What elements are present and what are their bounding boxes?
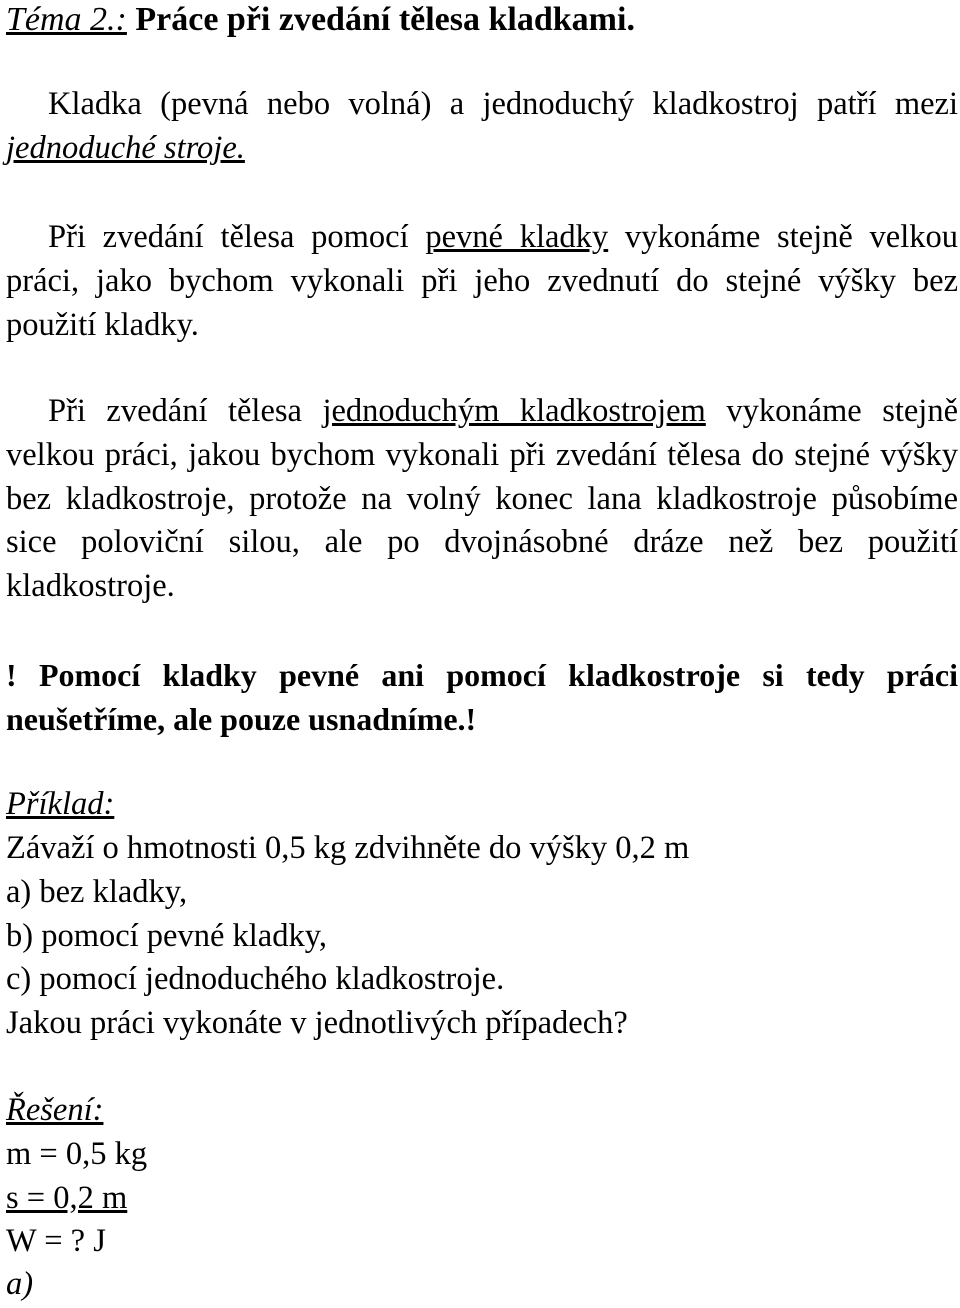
example-line-3: b) pomocí pevné kladky, <box>6 918 328 954</box>
solution-distance: s = 0,2 m <box>6 1180 128 1216</box>
solution-mass: m = 0,5 kg <box>6 1136 148 1172</box>
paragraph-text: Při zvedání tělesa pomocí <box>48 219 426 255</box>
example-line-2: a) bez kladky, <box>6 874 188 910</box>
simple-machines-term: jednoduché stroje. <box>6 129 245 166</box>
paragraph-text: vykonáme stejně velkou práci, jako bychom vykonali při jeho zvednutí do stejné výšky bez použití kladky. <box>6 219 958 343</box>
solution-label: Řešení: <box>6 1092 104 1128</box>
example-label: Příklad: <box>6 786 115 822</box>
solution-part-a: a) <box>6 1266 34 1302</box>
paragraph-pulley-block <box>6 390 958 609</box>
fixed-pulley-term: pevné kladky <box>425 219 609 255</box>
paragraph-text: Při zvedání tělesa <box>48 393 323 429</box>
paragraph-fixed-pulley <box>6 216 958 347</box>
pulley-block-term: jednoduchým kladkostrojem <box>322 393 706 429</box>
paragraph-text: vykonáme stejně velkou práci, jakou bychom vykonali při zvedání tělesa do stejné výšky bez kladkostroje, protože na volný konec lana kladkostroje působíme sice poloviční silou, ale po dvojnásobné dráze než bez použití kladkostroje. <box>6 393 959 605</box>
topic-title <box>6 0 956 40</box>
paragraph-simple-machines <box>6 83 958 171</box>
example-line-5: Jakou práci vykonáte v jednotlivých případech? <box>6 1005 628 1041</box>
example-line-1: Závaží o hmotnosti 0,5 kg zdvihněte do výšky 0,2 m <box>6 830 690 866</box>
topic-heading: Práce při zvedání tělesa kladkami. <box>135 1 635 38</box>
topic-label: Téma 2.: <box>6 1 127 38</box>
paragraph-conclusion: ! Pomocí kladky pevné ani pomocí kladkostroje si tedy práci neušetříme, ale pouze usnadníme.! <box>6 657 958 737</box>
paragraph-text: Kladka (pevná nebo volná) a jednoduchý kladkostroj patří mezi <box>48 86 958 122</box>
example-line-4: c) pomocí jednoduchého kladkostroje. <box>6 961 505 997</box>
solution-work: W = ? J <box>6 1223 106 1259</box>
